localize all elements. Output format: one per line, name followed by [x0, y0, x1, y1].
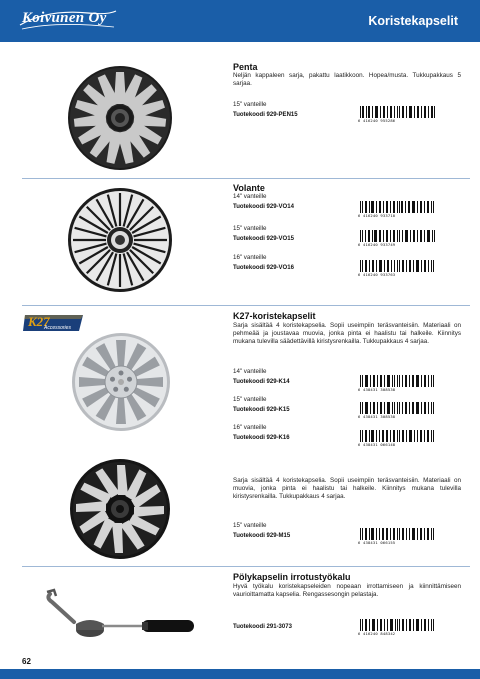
- page-number: 62: [22, 657, 31, 666]
- barcode-number: 6 438431 066155: [358, 540, 438, 545]
- variant-size: 14" vanteille: [233, 193, 267, 200]
- section-divider: [22, 566, 470, 567]
- barcode-number: 6 416240 848342: [358, 631, 438, 636]
- product-code: Tuotekoodi 929-K14: [233, 379, 290, 385]
- variant-size: 16" vanteille: [233, 424, 267, 431]
- product-title: K27-koristekapselit: [233, 311, 316, 321]
- product-title: Penta: [233, 62, 258, 72]
- variant-size: 14" vanteille: [233, 368, 267, 375]
- barcode: [358, 619, 438, 636]
- m15-hubcap-image: [69, 458, 171, 560]
- company-logo: Koivunen Oy: [22, 10, 107, 26]
- barcode-number: 6 416240 933763: [358, 272, 438, 277]
- volante-hubcap-image: [67, 187, 173, 293]
- k27-logo-subtext: Accessories: [44, 325, 71, 331]
- barcode-number: 6 416240 955286: [358, 118, 438, 123]
- section-title: Koristekapselit: [368, 14, 458, 28]
- barcode-number: 6 416240 933710: [358, 213, 438, 218]
- product-description: Sarja sisältää 4 koristekapselia. Sopii useimpiin teräsvanteisiin. Materiaali on pehmeää ja joustavaa muovia, jonka pinta ei haalistu tai halkeile. Kiinnitys mukana tulevilla säädettävillä kiristysrenkailla. Tukkupakkaus 4 sarjaa.: [233, 322, 461, 346]
- section-divider: [22, 178, 470, 179]
- product-code: Tuotekoodi 929-PEN15: [233, 112, 298, 118]
- barcode-number: 6 438431 308538: [358, 387, 438, 392]
- penta-hubcap-image: [67, 65, 173, 171]
- barcode: [358, 230, 438, 247]
- product-description: Hyvä työkalu koristekapseleiden nopeaan irrottamiseen ja kiinnittämiseen vaurioittamatta kapselia. Rengassesongin pelastaja.: [233, 583, 461, 599]
- page-header: [0, 0, 480, 42]
- barcode: [358, 260, 438, 277]
- product-title: Volante: [233, 183, 265, 193]
- barcode-number: 6 438431 308538: [358, 414, 438, 419]
- product-code: Tuotekoodi 929-VO15: [233, 236, 294, 242]
- product-code: Tuotekoodi 929-VO14: [233, 204, 294, 210]
- product-code: Tuotekoodi 929-K16: [233, 435, 290, 441]
- product-code: Tuotekoodi 291-3073: [233, 624, 292, 630]
- product-description: Neljän kappaleen sarja, pakattu laatikkoon. Hopea/musta. Tukkupakkaus 5 sarjaa.: [233, 72, 461, 88]
- k27-hubcap-image: [71, 332, 171, 432]
- barcode-number: 6 416240 933749: [358, 242, 438, 247]
- variant-size: 16" vanteille: [233, 254, 267, 261]
- barcode: [358, 402, 438, 419]
- variant-size: 15" vanteille: [233, 225, 267, 232]
- variant-size: 15" vanteille: [233, 101, 267, 108]
- hubcap-removal-tool-image: [44, 588, 200, 640]
- barcode: [358, 528, 438, 545]
- k27-logo-text: K27: [28, 314, 50, 329]
- barcode: [358, 375, 438, 392]
- product-title: Pölykapselin irrotustyökalu: [233, 572, 351, 582]
- variant-size: 15" vanteille: [233, 396, 267, 403]
- barcode: [358, 430, 438, 447]
- section-divider: [22, 305, 470, 306]
- variant-size: 15" vanteille: [233, 522, 267, 529]
- product-code: Tuotekoodi 929-M15: [233, 533, 291, 539]
- page-footer-bar: [0, 669, 480, 679]
- barcode: [358, 201, 438, 218]
- barcode-number: 6 438431 066148: [358, 442, 438, 447]
- product-description: Sarja sisältää 4 koristekapselia. Sopii useimpiin teräsvanteisiin. Materiaali on muovia, jonka pinta ei haalistu tai halkeile. Kiinnitys mukana tulevilla kiristysrenkailla. Tukkupakkaus 4 sarjaa.: [233, 477, 461, 501]
- barcode: [358, 106, 438, 123]
- product-code: Tuotekoodi 929-K15: [233, 407, 290, 413]
- product-code: Tuotekoodi 929-VO16: [233, 265, 294, 271]
